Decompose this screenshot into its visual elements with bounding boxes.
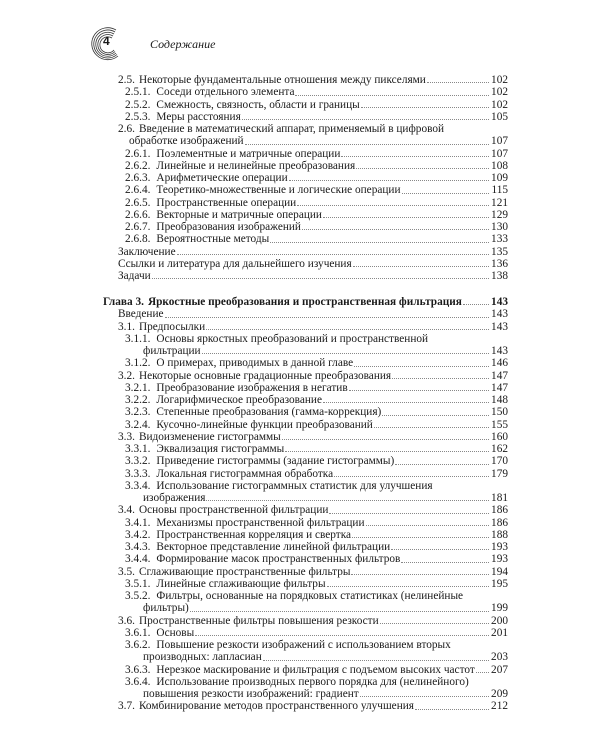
toc-entry-number: 3.5.2. bbox=[125, 590, 151, 602]
toc-entry-page: 170 bbox=[491, 455, 508, 468]
dot-leader bbox=[354, 357, 489, 366]
toc-entry-page: 195 bbox=[491, 577, 508, 590]
toc-entry-page: 203 bbox=[491, 651, 508, 664]
toc-entry-title: Арифметические операции bbox=[156, 172, 288, 184]
toc-entry-page: 138 bbox=[491, 270, 508, 282]
toc-entry-page: 207 bbox=[491, 663, 508, 676]
toc-entry-page: 193 bbox=[491, 553, 508, 566]
dot-leader bbox=[329, 504, 489, 513]
toc-entry-title: Использование гистограммных статистик для улучшения bbox=[156, 479, 433, 492]
toc-entry bbox=[0, 529, 508, 541]
toc-entry-title: Кусочно-линейные функции преобразований bbox=[156, 418, 373, 431]
toc-entry-title: Введение в математический аппарат, применяемый в цифровой bbox=[138, 123, 445, 135]
toc-entry bbox=[0, 590, 508, 615]
toc-entry-page: 143 bbox=[491, 320, 508, 333]
toc-entry bbox=[0, 321, 508, 333]
toc-entry-title: Соседи отдельного элемента bbox=[156, 86, 295, 99]
dot-leader bbox=[334, 468, 489, 477]
toc-entry-number: 3.3.4. bbox=[125, 479, 151, 492]
dot-leader bbox=[295, 86, 489, 95]
toc-entry-page: 160 bbox=[491, 430, 508, 443]
toc-entry-title: Сглаживающие пространственные фильтры bbox=[138, 565, 351, 578]
dot-leader bbox=[402, 184, 490, 193]
toc-entry-number: 2.6. bbox=[118, 123, 135, 135]
toc-entry-number: 3.4.4. bbox=[125, 553, 151, 566]
toc-entry bbox=[0, 333, 508, 358]
toc-entry-title: Поэлементные и матричные операции bbox=[156, 147, 341, 160]
toc-entry-page: 143 bbox=[491, 296, 508, 308]
toc-entry bbox=[0, 246, 508, 258]
toc-entry bbox=[0, 296, 508, 308]
dot-leader bbox=[152, 270, 489, 279]
toc-entry-page: 121 bbox=[491, 196, 508, 209]
dot-leader bbox=[302, 221, 489, 230]
toc-entry bbox=[0, 406, 508, 418]
toc-entry-number: Глава 3. bbox=[103, 296, 144, 308]
toc-entry-number: 2.5. bbox=[118, 74, 135, 86]
toc-entry-title: Пространственная корреляция и свертка bbox=[156, 528, 352, 541]
toc-entry-number: 2.6.5. bbox=[125, 196, 151, 209]
toc-entry bbox=[0, 308, 508, 320]
toc-entry bbox=[0, 209, 508, 221]
toc-entry bbox=[0, 541, 508, 553]
dot-leader bbox=[476, 664, 489, 673]
toc-entry-page: 200 bbox=[491, 614, 508, 627]
toc-entry-title: Комбинирование методов пространственного улучшения bbox=[138, 700, 414, 713]
toc-entry-number: 3.4.3. bbox=[125, 541, 151, 553]
toc-entry-title: О примерах, приводимых в данной главе bbox=[156, 357, 354, 370]
dot-leader bbox=[374, 419, 489, 428]
dot-leader bbox=[289, 172, 489, 181]
toc-entry-title: Яркостные преобразования и пространственная фильтрация bbox=[147, 296, 462, 308]
toc-entry-number: 3.3.1. bbox=[125, 443, 151, 455]
dot-leader bbox=[282, 431, 489, 440]
dot-leader bbox=[297, 197, 489, 206]
toc-entry bbox=[0, 553, 508, 565]
dot-leader bbox=[327, 578, 490, 587]
toc-entry bbox=[0, 700, 508, 712]
toc-entry bbox=[0, 99, 508, 111]
toc-entry-number: 3.1. bbox=[118, 320, 135, 333]
toc-entry-title: Линейные и нелинейные преобразования bbox=[156, 159, 356, 172]
toc-entry-page: 109 bbox=[491, 172, 508, 184]
toc-entry-title: Локальная гистограммная обработка bbox=[156, 467, 334, 480]
dot-leader bbox=[202, 345, 489, 354]
dot-leader bbox=[391, 541, 489, 550]
toc-entry-title: Некоторые фундаментальные отношения между пикселями bbox=[138, 74, 426, 86]
toc-entry-title: Преобразования изображений bbox=[156, 221, 301, 233]
toc-entry-number: 3.6. bbox=[118, 614, 135, 627]
toc-entry-number: 3.4.2. bbox=[125, 528, 151, 541]
toc-entry-title: Приведение гистограммы (задание гистограммы) bbox=[156, 455, 395, 468]
toc-entry-title: обработке изображений bbox=[129, 135, 244, 148]
dot-leader bbox=[349, 382, 489, 391]
dot-leader bbox=[206, 321, 489, 330]
toc-entry-page: 108 bbox=[491, 159, 508, 172]
toc-entry-title: Основы яркостных преобразований и пространственной bbox=[156, 332, 429, 345]
toc-entry-page: 199 bbox=[491, 602, 508, 615]
dot-leader bbox=[351, 566, 489, 575]
toc-entry-title: Смежность, связность, области и границы bbox=[156, 98, 360, 111]
dot-leader bbox=[242, 111, 489, 120]
toc-entry-page: 133 bbox=[491, 233, 508, 246]
toc-entry-number: 3.6.4. bbox=[125, 675, 151, 688]
toc-entry-title: Задачи bbox=[118, 270, 151, 282]
dot-leader bbox=[245, 135, 489, 144]
toc-entry bbox=[0, 172, 508, 184]
toc-entry bbox=[0, 382, 508, 394]
dot-leader bbox=[366, 517, 490, 526]
toc-entry-number: 2.6.1. bbox=[125, 147, 151, 160]
toc-entry bbox=[0, 370, 508, 382]
toc-entry bbox=[0, 357, 508, 369]
toc-entry bbox=[0, 111, 508, 123]
toc-entry-page: 143 bbox=[491, 345, 508, 357]
toc-entry-title: Повышение резкости изображений с использованием вторых bbox=[156, 639, 451, 651]
toc-entry-page: 105 bbox=[491, 110, 508, 123]
toc-entry bbox=[0, 566, 508, 578]
toc-entry-page: 201 bbox=[491, 626, 508, 639]
toc-entry-title: Введение bbox=[118, 308, 164, 321]
toc-entry-title: Пространственные операции bbox=[156, 196, 297, 209]
toc-entry-number: 3.6.1. bbox=[125, 626, 151, 639]
toc-entry-number: 3.5.1. bbox=[125, 577, 151, 590]
toc-entry-page: 179 bbox=[491, 467, 508, 480]
toc-entry-title: Линейные сглаживающие фильтры bbox=[156, 577, 326, 590]
toc-entry-title: Основы пространственной фильтрации bbox=[138, 504, 329, 517]
toc-entry-page: 107 bbox=[491, 147, 508, 160]
dot-leader bbox=[195, 627, 489, 636]
toc-entry-number: 3.3.2. bbox=[125, 455, 151, 468]
toc-entry-page: 162 bbox=[491, 443, 508, 455]
toc-entry bbox=[0, 578, 508, 590]
dot-leader bbox=[401, 553, 489, 562]
toc-entry-number: 3.2.3. bbox=[125, 406, 151, 419]
toc-entry-title: производных: лапласиан bbox=[143, 651, 262, 664]
toc-entry bbox=[0, 504, 508, 516]
toc-entry-title: Теоретико-множественные и логические операции bbox=[156, 184, 401, 197]
dot-leader bbox=[395, 455, 489, 464]
toc-entry-title: Механизмы пространственной фильтрации bbox=[156, 516, 365, 529]
toc-entry-title: Использование производных первого порядка для (нелинейного) bbox=[156, 675, 469, 688]
page-number: 4 bbox=[103, 34, 110, 48]
dot-leader bbox=[352, 529, 489, 538]
toc-entry-page: 102 bbox=[491, 86, 508, 99]
toc-entry-number: 3.6.2. bbox=[125, 639, 151, 651]
dot-leader bbox=[165, 308, 490, 317]
toc-entry bbox=[0, 664, 508, 676]
toc-entry-title: Заключение bbox=[118, 245, 176, 258]
dot-leader bbox=[270, 233, 489, 242]
toc-entry bbox=[0, 455, 508, 467]
toc-entry-title: фильтры) bbox=[143, 602, 189, 615]
dot-leader bbox=[177, 246, 489, 255]
toc-entry-number: 3.6.3. bbox=[125, 663, 151, 676]
toc-section-chapter2-end bbox=[0, 74, 508, 282]
dot-leader bbox=[392, 370, 489, 379]
toc-entry bbox=[0, 517, 508, 529]
toc-entry-title: Преобразование изображения в негатив bbox=[156, 381, 348, 394]
toc-entry-number: 2.5.2. bbox=[125, 98, 151, 111]
dot-leader bbox=[285, 443, 489, 452]
toc-entry-page: 115 bbox=[491, 184, 508, 197]
toc-entry-title: Меры расстояния bbox=[156, 110, 241, 123]
toc-entry-title: Ссылки и литература для дальнейшего изучения bbox=[118, 257, 352, 270]
toc-entry bbox=[0, 86, 508, 98]
toc-entry-title: фильтрации bbox=[143, 345, 201, 357]
toc-entry-number: 2.5.1. bbox=[125, 86, 151, 99]
toc-entry-title: Векторное представление линейной фильтрации bbox=[156, 541, 391, 553]
toc-entry-title: Векторные и матричные операции bbox=[156, 208, 322, 221]
toc-entry-title: Эквализация гистограммы bbox=[156, 443, 285, 455]
toc-entry-page: 130 bbox=[491, 221, 508, 233]
toc-entry-page: 147 bbox=[491, 369, 508, 382]
toc-entry-page: 193 bbox=[491, 541, 508, 553]
dot-leader bbox=[360, 688, 489, 697]
toc-entry-number: 3.7. bbox=[118, 700, 135, 713]
toc-entry bbox=[0, 394, 508, 406]
toc-entry-page: 129 bbox=[491, 208, 508, 221]
toc-entry-page: 146 bbox=[491, 357, 508, 370]
toc-entry bbox=[0, 627, 508, 639]
toc-entry-title: Видоизменение гистограммы bbox=[138, 430, 281, 443]
dot-leader bbox=[323, 209, 489, 218]
toc-entry-page: 194 bbox=[491, 565, 508, 578]
dot-leader bbox=[361, 99, 489, 108]
toc-entry-number: 2.6.2. bbox=[125, 159, 151, 172]
toc-entry-page: 186 bbox=[491, 516, 508, 529]
dot-leader bbox=[263, 651, 489, 660]
toc-entry-number: 3.2.4. bbox=[125, 418, 151, 431]
toc-entry bbox=[0, 468, 508, 480]
toc-entry-number: 2.6.8. bbox=[125, 233, 151, 246]
toc-entry-page: 102 bbox=[491, 98, 508, 111]
toc-entry-page: 148 bbox=[491, 394, 508, 406]
toc-entry bbox=[0, 123, 508, 148]
toc-entry-page: 188 bbox=[491, 528, 508, 541]
toc-entry-page: 209 bbox=[491, 688, 508, 700]
toc-entry bbox=[0, 480, 508, 505]
toc-entry bbox=[0, 639, 508, 664]
toc-entry-number: 3.1.2. bbox=[125, 357, 151, 370]
toc-entry-title: Фильтры, основанные на порядковых статистиках (нелинейные bbox=[156, 590, 464, 602]
dot-leader bbox=[463, 296, 489, 305]
toc-entry-number: 2.5.3. bbox=[125, 110, 151, 123]
dot-leader bbox=[380, 615, 489, 624]
dot-leader bbox=[190, 602, 489, 611]
toc-entry-number: 3.5. bbox=[118, 565, 135, 578]
toc-entry bbox=[0, 160, 508, 172]
toc-entry-title: повышения резкости изображений: градиент bbox=[143, 688, 359, 700]
dot-leader bbox=[323, 394, 489, 403]
toc-entry-page: 212 bbox=[491, 700, 508, 713]
dot-leader bbox=[427, 74, 489, 83]
toc-entry bbox=[0, 676, 508, 701]
toc-entry bbox=[0, 148, 508, 160]
dot-leader bbox=[206, 492, 489, 501]
toc-entry bbox=[0, 221, 508, 233]
toc-entry-number: 3.1.1. bbox=[125, 332, 151, 345]
dot-leader bbox=[415, 700, 489, 709]
toc-section-chapter3 bbox=[0, 296, 508, 713]
dot-leader bbox=[341, 148, 489, 157]
toc-entry-page: 135 bbox=[491, 245, 508, 258]
dot-leader bbox=[382, 406, 489, 415]
toc-entry-number: 3.3.3. bbox=[125, 467, 151, 480]
toc-entry-title: Степенные преобразования (гамма-коррекция) bbox=[156, 406, 382, 419]
toc-entry-page: 107 bbox=[491, 135, 508, 148]
dot-leader bbox=[356, 160, 489, 169]
toc-entry-number: 3.2. bbox=[118, 369, 135, 382]
toc-entry-number: 2.6.4. bbox=[125, 184, 151, 197]
toc-entry bbox=[0, 74, 508, 86]
toc-entry-number: 3.2.2. bbox=[125, 394, 151, 406]
toc-entry-number: 3.4. bbox=[118, 504, 135, 517]
toc-entry-title: Предпосылки bbox=[138, 320, 206, 333]
toc-entry-title: изображения bbox=[143, 492, 206, 504]
toc-entry-number: 2.6.7. bbox=[125, 221, 151, 233]
toc-entry-page: 150 bbox=[491, 406, 508, 419]
toc-entry-number: 2.6.3. bbox=[125, 172, 151, 184]
toc-entry-title: Формирование масок пространственных фильтров bbox=[156, 553, 401, 566]
running-title: Содержание bbox=[150, 37, 216, 51]
toc-entry-page: 147 bbox=[491, 381, 508, 394]
toc-entry-title: Нерезкое маскирование и фильтрация с подъемом высоких частот bbox=[156, 663, 475, 676]
toc-entry-page: 136 bbox=[491, 257, 508, 270]
toc-entry-title: Логарифмическое преобразование bbox=[156, 394, 322, 406]
toc-entry bbox=[0, 615, 508, 627]
toc-entry-number: 2.6.6. bbox=[125, 208, 151, 221]
toc-entry-number: 3.3. bbox=[118, 430, 135, 443]
toc-entry-page: 155 bbox=[491, 418, 508, 431]
toc-entry-page: 186 bbox=[491, 504, 508, 517]
toc-entry bbox=[0, 258, 508, 270]
toc-entry-number: 3.4.1. bbox=[125, 516, 151, 529]
dot-leader bbox=[353, 258, 489, 267]
toc-entry bbox=[0, 431, 508, 443]
toc-entry-title: Вероятностные методы bbox=[156, 233, 270, 246]
toc-entry bbox=[0, 184, 508, 196]
toc-entry-title: Пространственные фильтры повышения резкости bbox=[138, 614, 379, 627]
toc-entry-title: Некоторые основные градационные преобразования bbox=[138, 369, 392, 382]
toc-entry-page: 181 bbox=[491, 492, 508, 504]
toc-entry bbox=[0, 233, 508, 245]
toc-entry bbox=[0, 197, 508, 209]
toc-entry bbox=[0, 443, 508, 455]
toc-entry bbox=[0, 270, 508, 282]
toc-entry-title: Основы bbox=[156, 626, 195, 639]
toc-entry-page: 143 bbox=[491, 308, 508, 321]
toc-entry-number: 3.2.1. bbox=[125, 381, 151, 394]
toc-entry bbox=[0, 419, 508, 431]
toc-entry-page: 102 bbox=[491, 74, 508, 86]
